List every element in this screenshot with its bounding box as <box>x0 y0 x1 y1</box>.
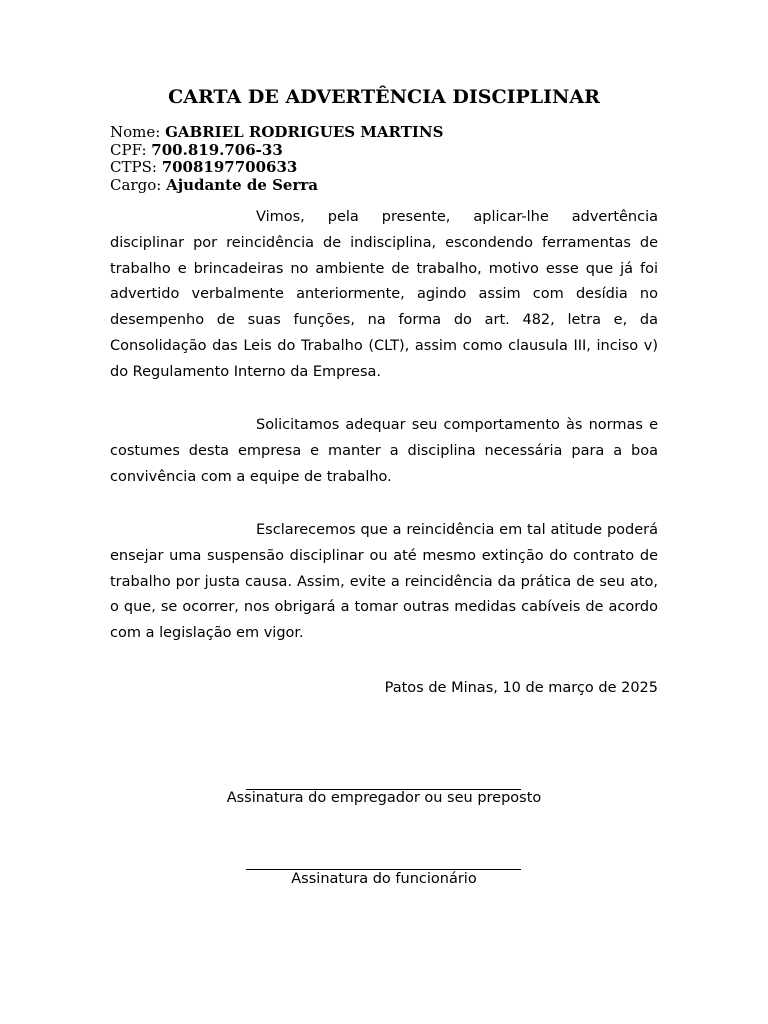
body-paragraph-3: Esclarecemos que a reincidência em tal atitude poderá ensejar uma suspensão disciplinar ou até mesmo extinção do contrato de trabalho por justa causa. Assim, evite a reincidência da prática de seu ato, o que, se ocorrer, nos obrigará a tomar outras medidas cabíveis de acordo com a legislação em vigor. <box>110 522 658 642</box>
document-title: CARTA DE ADVERTÊNCIA DISCIPLINAR <box>168 86 600 108</box>
field-ctps-value: 7008197700633 <box>161 158 298 176</box>
field-cargo-value: Ajudante de Serra <box>166 175 318 194</box>
body-paragraph-1: Vimos, pela presente, aplicar-lhe advertência disciplinar por reincidência de indisciplina, escondendo ferramentas de trabalho e brincadeiras no ambiente de trabalho, motivo esse que já foi advertido verbalmente anteriormente, agindo assim com desídia no desempenho de suas funções, na forma do art. 482, letra e, da Consolidação das Leis do Trabalho (CLT), assim como clausula III, inciso v) do Regulamento Interno da Empresa. <box>110 209 658 380</box>
body-paragraph-2: Solicitamos adequar seu comportamento às normas e costumes desta empresa e manter a disciplina necessária para a boa convivência com a equipe de trabalho. <box>110 417 658 485</box>
employee-info <box>110 124 658 194</box>
field-nome-value: GABRIEL RODRIGUES MARTINS <box>165 123 444 141</box>
field-ctps-label: CTPS: <box>110 158 157 176</box>
document-date: Patos de Minas, 10 de março de 2025 <box>384 680 658 696</box>
employer-signature-label: Assinatura do empregador ou seu preposto <box>226 790 542 806</box>
field-cpf <box>110 142 658 160</box>
field-cpf-label: CPF: <box>110 140 147 159</box>
field-cargo <box>110 177 658 195</box>
field-cargo-label: Cargo: <box>110 175 162 194</box>
field-nome-label: Nome: <box>110 123 161 141</box>
field-nome <box>110 124 658 142</box>
field-cpf-value: 700.819.706-33 <box>151 140 283 159</box>
employee-signature-label: Assinatura do funcionário <box>291 871 477 887</box>
field-ctps <box>110 159 658 177</box>
